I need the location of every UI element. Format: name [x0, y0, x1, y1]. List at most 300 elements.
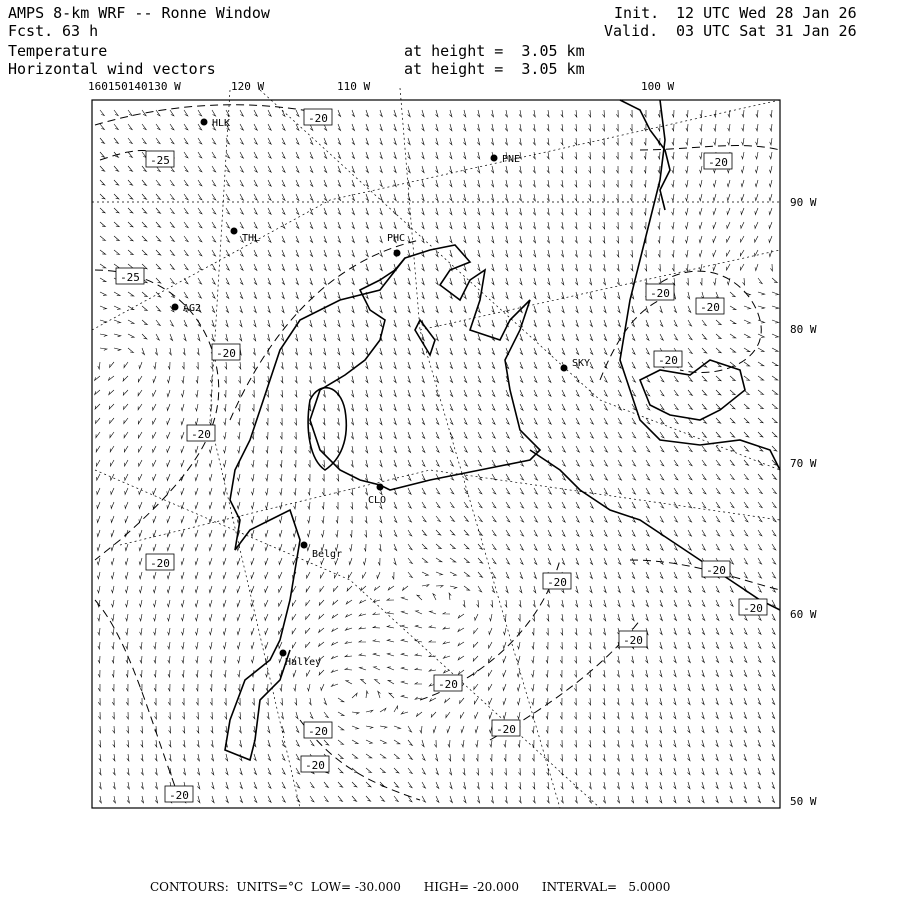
wind-vector — [226, 320, 229, 327]
wind-vector — [617, 754, 619, 761]
wind-vector — [688, 600, 691, 606]
wind-vector — [394, 320, 397, 327]
wind-vector — [443, 627, 450, 629]
wind-vector — [338, 320, 341, 327]
wind-vector — [294, 432, 296, 439]
wind-vector — [252, 698, 254, 705]
wind-vector — [434, 740, 436, 747]
wind-vector — [310, 292, 313, 299]
wind-vector — [139, 600, 142, 607]
wind-vector — [345, 668, 352, 670]
wind-vector — [408, 404, 411, 411]
wind-vector — [153, 474, 156, 480]
wind-vector — [488, 670, 492, 676]
wind-vector — [97, 544, 100, 551]
wind-vector — [124, 418, 128, 424]
wind-vector — [631, 684, 633, 691]
wind-vector — [674, 586, 677, 592]
wind-vector — [492, 446, 495, 452]
wind-vector — [170, 334, 173, 341]
wind-vector — [436, 516, 440, 522]
wind-vector — [113, 768, 115, 775]
wind-vector — [716, 376, 721, 381]
wind-vector — [415, 697, 422, 699]
wind-vector — [196, 376, 198, 383]
wind-vector — [740, 264, 744, 270]
wind-vector — [450, 446, 453, 452]
wind-vector — [254, 152, 257, 158]
wind-vector — [436, 530, 441, 535]
wind-vector — [319, 614, 324, 619]
wind-vector — [99, 740, 101, 747]
wind-vector — [282, 166, 285, 172]
wind-vector — [336, 502, 338, 509]
wind-vector — [532, 684, 534, 691]
wind-vector — [98, 656, 100, 663]
wind-vector — [224, 376, 226, 383]
wind-vector — [394, 418, 397, 425]
wind-vector — [534, 376, 537, 382]
wind-vector — [463, 152, 465, 159]
wind-vector — [632, 572, 635, 579]
wind-vector — [155, 754, 157, 761]
wind-vector — [464, 278, 467, 285]
wind-vector — [196, 656, 198, 663]
wind-vector — [267, 376, 269, 383]
wind-vector — [380, 348, 383, 355]
wind-vector — [492, 530, 496, 536]
wind-vector — [548, 530, 551, 536]
wind-vector — [758, 306, 765, 309]
wind-vector — [238, 684, 240, 691]
wind-vector — [659, 726, 661, 733]
wind-vector — [474, 670, 479, 675]
wind-vector — [156, 236, 161, 241]
wind-vector — [744, 628, 747, 634]
wind-vector — [154, 656, 156, 663]
wind-vector — [408, 194, 411, 201]
wind-vector — [251, 642, 254, 649]
wind-vector — [755, 166, 758, 173]
wind-vector — [562, 460, 565, 466]
wind-vector — [603, 712, 605, 719]
wind-vector — [128, 320, 134, 324]
wind-vector — [429, 626, 436, 628]
wind-vector — [310, 306, 313, 313]
wind-vector — [225, 712, 227, 719]
wind-vector — [226, 180, 230, 186]
wind-vector — [154, 362, 156, 369]
wind-vector — [337, 488, 339, 495]
wind-vector — [156, 264, 161, 269]
wind-vector — [491, 166, 493, 173]
wind-vector — [548, 306, 551, 313]
wind-vector — [460, 712, 464, 718]
wind-vector — [772, 656, 775, 662]
wind-vector — [138, 418, 142, 424]
wind-vector — [603, 152, 605, 159]
wind-vector — [112, 600, 115, 607]
wind-vector — [366, 334, 368, 341]
wind-vector — [279, 600, 283, 606]
wind-vector — [394, 516, 397, 522]
wind-vector — [660, 600, 663, 607]
wind-vector — [603, 684, 605, 691]
wind-vector — [387, 612, 394, 614]
wind-vector — [310, 194, 313, 200]
wind-vector — [324, 278, 327, 285]
wind-vector — [408, 390, 411, 397]
wind-vector — [408, 544, 412, 550]
wind-vector — [702, 726, 705, 733]
wind-vector — [464, 348, 467, 355]
wind-vector — [742, 152, 745, 159]
wind-vector — [616, 152, 618, 159]
wind-vector — [380, 180, 383, 187]
wind-vector — [631, 264, 633, 271]
wind-vector — [590, 320, 593, 327]
wind-vector — [702, 614, 705, 620]
wind-vector — [155, 348, 157, 355]
wind-vector — [603, 670, 605, 677]
wind-vector — [560, 684, 562, 691]
wind-vector — [394, 754, 399, 759]
wind-vector — [128, 222, 133, 227]
wind-vector — [672, 222, 674, 229]
wind-vector — [128, 180, 133, 185]
wind-vector — [168, 670, 170, 677]
wind-vector — [463, 110, 465, 117]
wind-vector — [546, 642, 548, 649]
wind-vector — [660, 516, 663, 522]
wind-vector — [380, 264, 383, 271]
wind-vector — [744, 460, 749, 465]
wind-vector — [380, 726, 387, 728]
wind-vector — [169, 740, 171, 747]
wind-vector — [744, 558, 748, 564]
wind-vector — [758, 628, 761, 634]
wind-vector — [646, 516, 649, 522]
wind-vector — [519, 166, 521, 173]
wind-vector — [296, 278, 299, 285]
wind-vector — [630, 166, 632, 173]
wind-vector — [688, 558, 691, 564]
wind-vector — [519, 124, 521, 131]
wind-vector — [489, 712, 492, 719]
wind-vector — [338, 726, 344, 730]
wind-vector — [713, 180, 716, 187]
wind-vector — [239, 740, 241, 747]
wind-vector — [408, 306, 411, 313]
wind-vector — [450, 782, 453, 789]
wind-vector — [716, 418, 721, 423]
wind-vector — [156, 194, 161, 199]
wind-vector — [251, 530, 254, 537]
wind-vector — [254, 138, 257, 144]
wind-vector — [111, 572, 114, 579]
wind-vector — [632, 334, 635, 340]
wind-vector — [380, 166, 383, 173]
wind-vector — [744, 740, 747, 747]
wind-vector — [576, 404, 579, 410]
wind-vector — [688, 796, 691, 803]
wind-vector — [352, 712, 359, 714]
wind-vector — [380, 236, 383, 243]
wind-vector — [658, 152, 660, 159]
wind-vector — [744, 306, 751, 309]
wind-vector — [387, 653, 394, 656]
wind-vector — [744, 530, 748, 536]
wind-vector — [561, 124, 563, 131]
wind-vector — [604, 376, 607, 382]
wind-vector — [702, 530, 706, 536]
wind-vector — [401, 695, 408, 698]
wind-vector — [198, 180, 202, 186]
wind-vector — [688, 320, 692, 326]
wind-vector — [345, 628, 352, 631]
wind-vector — [534, 474, 538, 480]
wind-vector — [576, 586, 579, 593]
wind-vector — [324, 712, 328, 718]
wind-vector — [394, 348, 397, 355]
wind-vector — [365, 446, 367, 453]
wind-vector — [240, 138, 243, 144]
wind-vector — [547, 236, 549, 243]
wind-vector — [534, 390, 537, 396]
wind-vector — [338, 166, 341, 173]
wind-vector — [492, 390, 495, 396]
wind-vector — [337, 404, 339, 411]
wind-vector — [141, 782, 143, 789]
wind-vector — [375, 680, 380, 684]
wind-vector — [589, 614, 591, 621]
wind-vector — [561, 628, 563, 635]
wind-vector — [225, 754, 227, 761]
wind-vector — [477, 180, 479, 187]
wind-vector — [266, 474, 268, 481]
wind-vector — [770, 138, 772, 145]
wind-vector — [674, 642, 677, 649]
wind-vector — [408, 558, 412, 564]
wind-vector — [377, 572, 380, 579]
wind-vector — [699, 208, 702, 215]
wind-vector — [728, 138, 730, 145]
wind-vector — [338, 782, 343, 787]
wind-vector — [686, 152, 688, 159]
wind-vector — [254, 306, 257, 313]
wind-vector — [240, 320, 243, 327]
wind-vector — [533, 208, 535, 215]
wind-vector — [618, 306, 621, 313]
wind-vector — [519, 222, 521, 229]
wind-vector — [519, 194, 521, 201]
wind-vector — [268, 166, 271, 172]
wind-vector — [744, 768, 747, 775]
wind-vector — [604, 320, 607, 327]
wind-vector — [702, 712, 705, 719]
wind-vector — [336, 516, 338, 523]
contour-label — [492, 720, 520, 736]
wind-vector — [755, 264, 758, 271]
wind-vector — [352, 726, 359, 729]
wind-vector — [506, 264, 508, 271]
wind-vector — [181, 530, 184, 537]
wind-vector — [450, 488, 454, 494]
wind-vector — [394, 376, 397, 383]
wind-vector — [659, 264, 661, 271]
wind-vector — [209, 474, 212, 481]
wind-vector — [167, 460, 170, 467]
wind-vector — [100, 306, 107, 309]
wind-vector — [478, 278, 481, 285]
wind-vector — [211, 712, 213, 719]
wind-vector — [603, 642, 605, 649]
wind-vector — [561, 614, 563, 621]
wind-vector — [645, 740, 647, 747]
wind-vector — [450, 530, 455, 535]
wind-vector — [408, 320, 411, 327]
wind-vector — [644, 138, 646, 145]
wind-vector — [492, 432, 495, 438]
wind-vector — [197, 782, 199, 789]
wind-vector — [226, 768, 229, 775]
wind-vector — [772, 292, 779, 295]
wind-vector — [97, 530, 100, 537]
wind-vector — [139, 572, 142, 579]
wind-vector — [702, 754, 705, 761]
wind-vector — [547, 614, 549, 621]
wind-vector — [321, 684, 324, 690]
wind-vector — [534, 502, 538, 508]
wind-vector — [660, 460, 664, 466]
wind-vector — [659, 712, 661, 719]
wind-vector — [450, 306, 453, 313]
wind-vector — [226, 194, 230, 200]
wind-vector — [240, 124, 243, 130]
wind-vector — [576, 530, 579, 536]
wind-vector — [239, 334, 241, 341]
wind-vector — [198, 334, 200, 341]
wind-vector — [492, 264, 495, 271]
wind-vector — [196, 642, 198, 649]
wind-vector — [338, 796, 343, 801]
wind-vector — [352, 782, 357, 787]
wind-vector — [184, 194, 188, 200]
wind-vector — [674, 628, 677, 635]
wind-vector — [111, 586, 114, 593]
wind-vector — [520, 376, 523, 382]
wind-vector — [294, 502, 296, 509]
wind-vector — [589, 292, 592, 299]
wind-vector — [380, 432, 383, 439]
wind-vector — [380, 796, 385, 801]
wind-vector — [603, 768, 605, 775]
wind-vector — [251, 656, 254, 663]
wind-vector — [589, 264, 591, 271]
wind-vector — [366, 180, 369, 187]
wind-vector — [562, 390, 565, 396]
wind-vector — [674, 334, 678, 340]
wind-vector — [646, 544, 649, 550]
contour-label-text: -25 — [150, 154, 170, 167]
wind-vector — [686, 250, 688, 257]
wind-vector — [492, 488, 496, 494]
wind-vector — [306, 614, 310, 619]
wind-vector — [744, 544, 748, 550]
wind-vector — [758, 656, 761, 662]
wind-vector — [324, 264, 327, 271]
wind-vector — [548, 446, 551, 452]
wind-vector — [366, 320, 369, 327]
contour-label-text: -20 — [216, 347, 236, 360]
wind-vector — [254, 180, 257, 186]
wind-vector — [111, 474, 115, 480]
wind-vector — [268, 754, 271, 761]
wind-vector — [646, 488, 650, 494]
wind-vector — [772, 404, 777, 409]
wind-vector — [459, 670, 465, 674]
wind-vector — [478, 488, 482, 494]
wind-vector — [685, 208, 688, 215]
wind-vector — [319, 670, 324, 675]
wind-vector — [631, 740, 633, 747]
wind-vector — [254, 264, 257, 270]
wind-vector — [422, 278, 425, 285]
wind-vector — [534, 292, 536, 299]
wind-vector — [730, 320, 736, 324]
wind-vector — [660, 390, 664, 396]
wind-vector — [533, 194, 535, 201]
wind-vector — [477, 166, 479, 173]
wind-vector — [688, 754, 691, 761]
wind-vector — [436, 110, 439, 117]
wind-vector — [562, 488, 565, 494]
wind-vector — [576, 348, 579, 355]
wind-vector — [401, 597, 408, 600]
wind-vector — [114, 110, 118, 116]
wind-vector — [345, 641, 352, 643]
wind-vector — [534, 558, 537, 564]
wind-vector — [618, 600, 621, 607]
wind-vector — [324, 320, 327, 327]
wind-vector — [617, 656, 619, 663]
wind-vector — [181, 404, 184, 411]
wind-vector — [450, 376, 453, 383]
wind-vector — [251, 544, 254, 551]
wind-vector — [478, 390, 481, 396]
wind-vector — [123, 376, 128, 381]
wind-vector — [373, 653, 380, 656]
wind-vector — [153, 418, 157, 424]
wind-vector — [576, 474, 579, 480]
wind-vector — [477, 124, 479, 131]
wind-vector — [616, 166, 618, 173]
wind-vector — [323, 390, 325, 397]
wind-vector — [561, 600, 563, 607]
wind-vector — [574, 712, 576, 719]
wind-vector — [114, 124, 118, 130]
wind-vector — [769, 236, 772, 243]
contour-label-text: -20 — [658, 354, 678, 367]
wind-vector — [562, 432, 565, 438]
wind-vector — [658, 110, 660, 117]
wind-vector — [113, 782, 115, 789]
wind-vector — [673, 768, 676, 775]
wind-vector — [282, 236, 285, 242]
wind-vector — [223, 516, 226, 523]
wind-vector — [97, 502, 100, 509]
wind-vector — [687, 292, 689, 299]
